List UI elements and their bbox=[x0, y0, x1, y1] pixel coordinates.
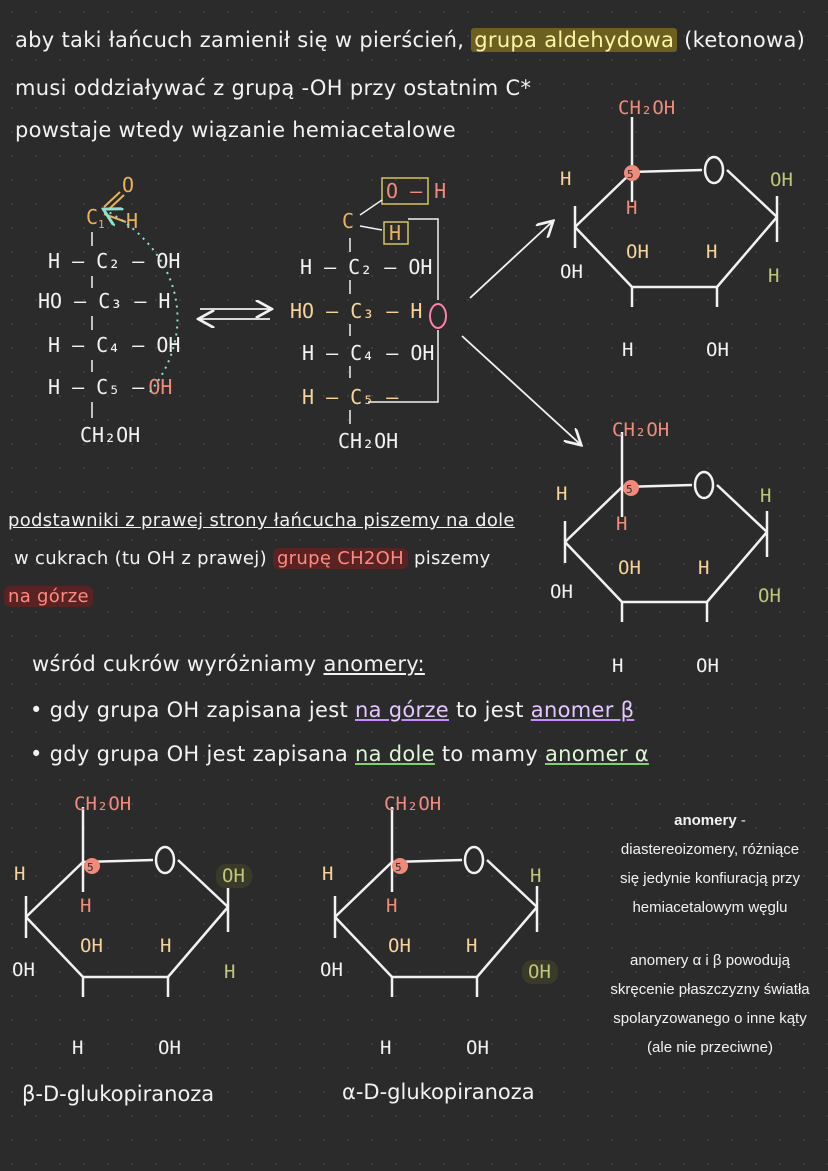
ring-beta-oh6: OH bbox=[12, 959, 35, 981]
ring-top-oh-anomeric: OH bbox=[770, 169, 793, 191]
chain-row-3: HO – C₃ – H bbox=[38, 289, 171, 313]
boxed-oh: O – H bbox=[386, 179, 447, 203]
ring-top-h2: H bbox=[626, 197, 638, 219]
bullet-beta-text: gdy grupa OH zapisana jest bbox=[49, 698, 349, 722]
ring-mid-ch2oh: CH₂OH bbox=[612, 419, 670, 441]
ring-alpha-oh5: OH bbox=[528, 961, 551, 983]
ring-alpha-h4: H bbox=[466, 935, 478, 957]
chain-row-5: H – C₅ – OH bbox=[48, 375, 173, 399]
ring-beta-ch2oh: CH₂OH bbox=[74, 793, 132, 815]
rule-line-2-text: w cukrach (tu OH z prawej) bbox=[14, 548, 267, 569]
ring-mid-oh8: OH bbox=[696, 655, 719, 677]
ring-mid-h7: H bbox=[612, 655, 624, 677]
haworth-ring-middle bbox=[565, 432, 767, 622]
intro-line-1-tail: (ketonowa) bbox=[684, 28, 806, 52]
ring-beta-h2: H bbox=[80, 895, 92, 917]
ring-top-c5: 5 bbox=[627, 168, 634, 181]
ring-alpha-ch2oh: CH₂OH bbox=[384, 793, 442, 815]
chain-row-4: H – C₄ – OH bbox=[48, 333, 181, 357]
bridged-row-4: H – C₄ – OH bbox=[302, 341, 435, 365]
anomers-intro bbox=[32, 652, 425, 676]
bullet-dot: • bbox=[30, 742, 43, 766]
ring-alpha-oh8: OH bbox=[466, 1037, 489, 1059]
ring-mid-h1: H bbox=[556, 483, 568, 505]
ring-mid-h4: H bbox=[698, 557, 710, 579]
bullet-alpha-term: anomer α bbox=[544, 742, 649, 766]
note-title: anomery - bbox=[674, 812, 746, 829]
chain-c1: $C_1$ bbox=[86, 205, 105, 231]
aldehyde-h: H bbox=[126, 209, 139, 233]
ring-alpha-oh3: OH bbox=[388, 935, 411, 957]
arrow-to-beta-icon bbox=[470, 222, 552, 298]
bullet-beta-on-top: na górze bbox=[355, 698, 450, 722]
bullet-alpha-mid: to mamy bbox=[441, 742, 538, 766]
bullet-beta-mid: to jest bbox=[456, 698, 524, 722]
boxed-h: H bbox=[389, 221, 402, 245]
ring-alpha-c5: 5 bbox=[395, 861, 402, 874]
chain-row-6: CH₂OH bbox=[80, 423, 141, 447]
anomers-bullet-alpha bbox=[30, 742, 649, 766]
anomers-bullet-beta bbox=[30, 698, 634, 722]
anomer-definition-note bbox=[610, 806, 810, 1062]
bullet-beta-term: anomer β bbox=[530, 698, 635, 722]
ring-beta-oh3: OH bbox=[80, 935, 103, 957]
highlight-aldehyde-group: grupa aldehydowa bbox=[471, 28, 677, 52]
note-optical-activity: anomery α i β powodują skręcenie płaszczyzny światła spolaryzowanego o inne kąty (ale nie przeciwne) bbox=[610, 952, 810, 1056]
ring-alpha-h1: H bbox=[322, 863, 334, 885]
ring-top-h1: H bbox=[560, 168, 572, 190]
haworth-ring-alpha bbox=[335, 807, 537, 997]
arrow-to-alpha-icon bbox=[462, 336, 580, 444]
haworth-ring-top bbox=[575, 117, 780, 307]
bridged-row-5: H – C₅ – bbox=[302, 385, 399, 409]
bridged-row-6: CH₂OH bbox=[338, 429, 399, 453]
aldehyde-o: O bbox=[122, 173, 135, 197]
caption-beta-glucopyranose: β-D-glukopiranoza bbox=[22, 1082, 215, 1106]
ring-beta-h7: H bbox=[72, 1037, 84, 1059]
ring-beta-oh8: OH bbox=[158, 1037, 181, 1059]
ring-beta-h4: H bbox=[160, 935, 172, 957]
intro-line-1-text: aby taki łańcuch zamienił się w pierścień, bbox=[15, 28, 465, 52]
ring-mid-oh3: OH bbox=[618, 557, 641, 579]
ring-alpha-oh6: OH bbox=[320, 959, 343, 981]
rule-line-2-tail: piszemy bbox=[414, 548, 491, 569]
ring-mid-c5: 5 bbox=[626, 483, 633, 496]
bullet-dot: • bbox=[30, 698, 43, 722]
ring-top-ch2oh: CH₂OH bbox=[618, 97, 676, 119]
ring-beta-c5: 5 bbox=[87, 861, 94, 874]
ring-mid-h2: H bbox=[616, 513, 628, 535]
ring-beta-h5: H bbox=[224, 961, 236, 983]
bridged-row-3: HO – C₃ – H bbox=[290, 299, 423, 323]
note-definition: diastereoizomery, różniące się jedynie konfiuracją przy hemiacetalowym węglu bbox=[619, 841, 801, 916]
ring-top-oh6: OH bbox=[560, 261, 583, 283]
intro-line-2: musi oddziaływać z grupą -OH przy ostatnim C* bbox=[15, 76, 532, 100]
bullet-alpha-on-bottom: na dole bbox=[355, 742, 435, 766]
ring-top-h4: H bbox=[706, 241, 718, 263]
ring-mid-oh5: OH bbox=[758, 585, 781, 607]
rule-line-1-text: podstawniki z prawej strony łańcucha piszemy na dole bbox=[8, 510, 515, 531]
highlight-ch2oh-group: grupę CH2OH bbox=[273, 548, 408, 569]
rule-line-3 bbox=[4, 586, 93, 607]
rule-line-2 bbox=[14, 548, 491, 569]
caption-alpha-glucopyranose: α-D-glukopiranoza bbox=[342, 1080, 535, 1104]
ring-top-oh3: OH bbox=[626, 241, 649, 263]
ring-top-h7: H bbox=[622, 339, 634, 361]
chain-row-2: H – C₂ – OH bbox=[48, 249, 181, 273]
ring-top-h5: H bbox=[768, 265, 780, 287]
open-chain-structure bbox=[38, 173, 180, 447]
ring-mid-oh6: OH bbox=[550, 581, 573, 603]
ring-beta-h1: H bbox=[14, 863, 26, 885]
bridged-chain-structure bbox=[290, 178, 446, 453]
highlight-on-top: na górze bbox=[4, 586, 93, 607]
haworth-ring-beta bbox=[26, 807, 228, 997]
bridged-c1: C bbox=[342, 209, 355, 233]
ring-alpha-h2: H bbox=[386, 895, 398, 917]
bullet-alpha-text: gdy grupa OH jest zapisana bbox=[49, 742, 349, 766]
ring-mid-h-anomeric: H bbox=[760, 485, 772, 507]
anomers-term: anomery: bbox=[323, 652, 425, 676]
rule-line-1 bbox=[8, 510, 515, 531]
ring-alpha-h-anomeric: H bbox=[530, 865, 542, 887]
ring-top-oh8: OH bbox=[706, 339, 729, 361]
ring-alpha-h7: H bbox=[380, 1037, 392, 1059]
ring-beta-oh-anomeric: OH bbox=[222, 865, 245, 887]
equilibrium-arrow-icon bbox=[200, 309, 270, 319]
intro-line-3: powstaje wtedy wiązanie hemiacetalowe bbox=[15, 118, 456, 142]
anomers-intro-text: wśród cukrów wyróżniamy bbox=[32, 652, 317, 676]
bridged-row-2: H – C₂ – OH bbox=[300, 255, 433, 279]
